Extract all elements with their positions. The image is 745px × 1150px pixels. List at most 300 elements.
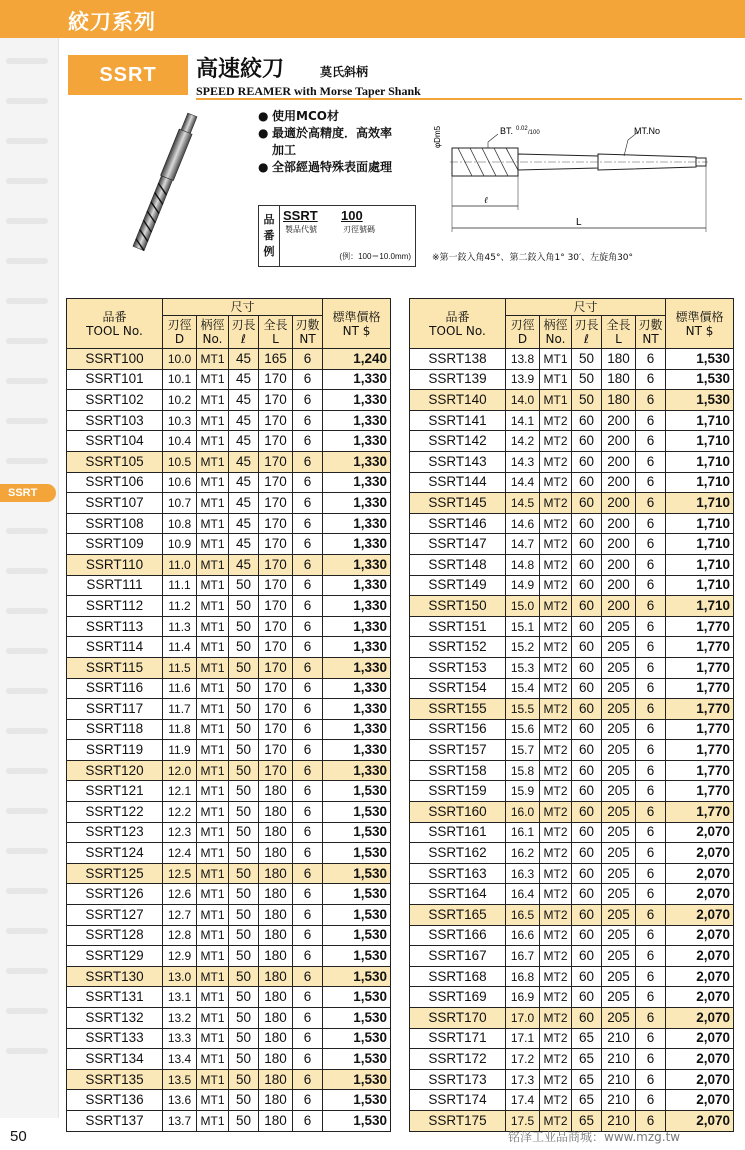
table-row — [67, 1028, 391, 1049]
cell-flute-length: 50 — [229, 905, 259, 926]
product-title: 高速絞刀 — [196, 57, 285, 82]
cell-shank: MT1 — [197, 822, 229, 843]
cell-shank: MT2 — [540, 431, 572, 452]
feature-list — [258, 108, 392, 176]
table-row — [67, 513, 391, 534]
table-row — [410, 513, 734, 534]
cell-flutes: 6 — [293, 699, 323, 720]
cell-flute-length: 60 — [572, 554, 602, 575]
cell-diameter: 10.4 — [163, 431, 197, 452]
cell-tool-no: SSRT117 — [67, 699, 163, 720]
table-row — [410, 451, 734, 472]
header-overall-length: 全長 L — [602, 316, 636, 349]
cell-tool-no: SSRT118 — [67, 719, 163, 740]
table-row — [67, 760, 391, 781]
example-code-caption: 製品代號 — [285, 225, 317, 234]
cell-flute-length: 45 — [229, 431, 259, 452]
cell-tool-no: SSRT162 — [410, 843, 506, 864]
cell-flutes: 6 — [636, 699, 666, 720]
cell-diameter: 13.0 — [163, 966, 197, 987]
cell-flute-length: 50 — [229, 719, 259, 740]
cell-flute-length: 45 — [229, 554, 259, 575]
label-char: 品 — [263, 213, 275, 226]
cell-flutes: 6 — [293, 1110, 323, 1131]
cell-overall-length: 200 — [602, 410, 636, 431]
cell-flutes: 6 — [636, 554, 666, 575]
table-row — [410, 369, 734, 390]
cell-diameter: 15.0 — [506, 596, 540, 617]
cell-overall-length: 205 — [602, 657, 636, 678]
cell-flutes: 6 — [636, 596, 666, 617]
cell-diameter: 10.1 — [163, 369, 197, 390]
cell-price: 1,530 — [666, 390, 734, 411]
table-row — [67, 946, 391, 967]
cell-shank: MT1 — [197, 946, 229, 967]
cell-flutes: 6 — [636, 905, 666, 926]
cell-flute-length: 60 — [572, 822, 602, 843]
code-example-box — [258, 205, 416, 267]
table-row — [410, 390, 734, 411]
table-row — [410, 925, 734, 946]
index-placeholder — [6, 218, 48, 224]
index-placeholder — [6, 178, 48, 184]
cell-price: 2,070 — [666, 1090, 734, 1111]
cell-shank: MT1 — [197, 781, 229, 802]
cell-tool-no: SSRT102 — [67, 390, 163, 411]
product-title-english: SPEED REAMER with Morse Taper Shank — [196, 84, 421, 98]
cell-price: 1,530 — [323, 946, 391, 967]
cell-flute-length: 50 — [229, 616, 259, 637]
cell-price: 1,710 — [666, 410, 734, 431]
cell-flutes: 6 — [636, 493, 666, 514]
cell-tool-no: SSRT137 — [67, 1110, 163, 1131]
header-flutes: 刃數 NT — [636, 316, 666, 349]
cell-diameter: 14.3 — [506, 451, 540, 472]
cell-flute-length: 50 — [229, 699, 259, 720]
cell-diameter: 15.3 — [506, 657, 540, 678]
cell-price: 1,710 — [666, 554, 734, 575]
cell-flute-length: 50 — [229, 884, 259, 905]
cell-tool-no: SSRT112 — [67, 596, 163, 617]
table-row — [67, 925, 391, 946]
cell-diameter: 14.5 — [506, 493, 540, 514]
table-row — [410, 863, 734, 884]
cell-diameter: 15.7 — [506, 740, 540, 761]
cell-flutes: 6 — [636, 431, 666, 452]
cell-diameter: 14.9 — [506, 575, 540, 596]
cell-overall-length: 180 — [602, 349, 636, 370]
table-row — [67, 390, 391, 411]
cell-overall-length: 180 — [259, 1090, 293, 1111]
cell-tool-no: SSRT116 — [67, 678, 163, 699]
cell-shank: MT1 — [197, 493, 229, 514]
cell-flutes: 6 — [636, 410, 666, 431]
cell-diameter: 13.7 — [163, 1110, 197, 1131]
cell-diameter: 10.2 — [163, 390, 197, 411]
cell-shank: MT1 — [197, 554, 229, 575]
cell-overall-length: 170 — [259, 431, 293, 452]
cell-overall-length: 170 — [259, 534, 293, 555]
cell-shank: MT1 — [197, 925, 229, 946]
cell-flutes: 6 — [636, 1110, 666, 1131]
cell-flute-length: 50 — [229, 637, 259, 658]
cell-diameter: 14.4 — [506, 472, 540, 493]
cell-overall-length: 205 — [602, 740, 636, 761]
cell-overall-length: 180 — [259, 987, 293, 1008]
cell-flutes: 6 — [293, 349, 323, 370]
cell-price: 1,770 — [666, 678, 734, 699]
cell-overall-length: 180 — [259, 781, 293, 802]
index-placeholder — [6, 568, 48, 574]
index-placeholder — [6, 848, 48, 854]
cell-flutes: 6 — [293, 966, 323, 987]
cell-tool-no: SSRT113 — [67, 616, 163, 637]
table-row — [67, 534, 391, 555]
cell-flute-length: 50 — [229, 863, 259, 884]
cell-diameter: 15.8 — [506, 760, 540, 781]
cell-flute-length: 60 — [572, 740, 602, 761]
cell-flutes: 6 — [293, 369, 323, 390]
table-row — [410, 1008, 734, 1029]
cell-shank: MT1 — [197, 863, 229, 884]
cell-diameter: 11.7 — [163, 699, 197, 720]
cell-tool-no: SSRT128 — [67, 925, 163, 946]
cell-price: 2,070 — [666, 863, 734, 884]
cell-overall-length: 205 — [602, 678, 636, 699]
table-row — [67, 884, 391, 905]
cell-flute-length: 50 — [229, 822, 259, 843]
cell-shank: MT1 — [197, 678, 229, 699]
index-placeholder — [6, 888, 48, 894]
cell-diameter: 13.5 — [163, 1069, 197, 1090]
cell-overall-length: 180 — [259, 925, 293, 946]
cell-diameter: 10.7 — [163, 493, 197, 514]
cell-flute-length: 65 — [572, 1090, 602, 1111]
cell-shank: MT2 — [540, 1028, 572, 1049]
cell-diameter: 15.2 — [506, 637, 540, 658]
cell-shank: MT1 — [197, 966, 229, 987]
cell-diameter: 12.7 — [163, 905, 197, 926]
cell-shank: MT1 — [197, 1028, 229, 1049]
cell-flutes: 6 — [293, 472, 323, 493]
cell-flute-length: 60 — [572, 513, 602, 534]
cell-overall-length: 180 — [259, 802, 293, 823]
cell-price: 1,330 — [323, 740, 391, 761]
cell-flute-length: 60 — [572, 966, 602, 987]
cell-price: 1,530 — [323, 822, 391, 843]
cell-flutes: 6 — [293, 616, 323, 637]
cell-flute-length: 60 — [572, 637, 602, 658]
cell-shank: MT1 — [197, 905, 229, 926]
index-placeholder — [6, 648, 48, 654]
cell-tool-no: SSRT124 — [67, 843, 163, 864]
cell-flutes: 6 — [636, 657, 666, 678]
section-title: 絞刀系列 — [68, 11, 156, 34]
technical-drawing — [428, 110, 718, 240]
cell-shank: MT1 — [197, 802, 229, 823]
cell-tool-no: SSRT157 — [410, 740, 506, 761]
cell-price: 1,330 — [323, 369, 391, 390]
cell-diameter: 17.2 — [506, 1049, 540, 1070]
header-size: 尺寸 — [506, 299, 666, 316]
cell-price: 1,330 — [323, 534, 391, 555]
table-row — [410, 575, 734, 596]
cell-tool-no: SSRT103 — [67, 410, 163, 431]
cell-flute-length: 50 — [229, 925, 259, 946]
side-tab-ssrt[interactable]: SSRT — [0, 484, 56, 502]
cell-diameter: 16.9 — [506, 987, 540, 1008]
cell-shank: MT1 — [540, 390, 572, 411]
cell-flutes: 6 — [293, 637, 323, 658]
cell-shank: MT2 — [540, 472, 572, 493]
cell-price: 1,710 — [666, 575, 734, 596]
cell-overall-length: 205 — [602, 760, 636, 781]
cell-overall-length: 180 — [259, 1049, 293, 1070]
table-row — [67, 1008, 391, 1029]
index-placeholder — [6, 688, 48, 694]
cell-overall-length: 205 — [602, 843, 636, 864]
cell-tool-no: SSRT165 — [410, 905, 506, 926]
cell-shank: MT1 — [197, 513, 229, 534]
cell-diameter: 15.5 — [506, 699, 540, 720]
cell-diameter: 10.0 — [163, 349, 197, 370]
cell-diameter: 12.2 — [163, 802, 197, 823]
cell-flutes: 6 — [636, 1090, 666, 1111]
cell-tool-no: SSRT111 — [67, 575, 163, 596]
mt-label: MT.No — [634, 126, 661, 136]
cutting-angle-note: ※第一鉸入角45°、第二鉸入角1° 30′、左旋角30° — [432, 253, 634, 263]
cell-flutes: 6 — [293, 1090, 323, 1111]
cell-diameter: 15.4 — [506, 678, 540, 699]
cell-flutes: 6 — [293, 740, 323, 761]
cell-shank: MT2 — [540, 699, 572, 720]
cell-flute-length: 60 — [572, 657, 602, 678]
price-table-right — [409, 298, 734, 1132]
cell-flutes: 6 — [636, 740, 666, 761]
cell-diameter: 13.4 — [163, 1049, 197, 1070]
cell-flutes: 6 — [636, 863, 666, 884]
cell-flute-length: 50 — [229, 987, 259, 1008]
cell-price: 1,710 — [666, 534, 734, 555]
cell-price: 1,770 — [666, 637, 734, 658]
cell-tool-no: SSRT110 — [67, 554, 163, 575]
cell-flute-length: 50 — [229, 1008, 259, 1029]
cell-flutes: 6 — [636, 966, 666, 987]
cell-overall-length: 170 — [259, 760, 293, 781]
cell-price: 1,530 — [323, 843, 391, 864]
cell-price: 2,070 — [666, 1069, 734, 1090]
cell-shank: MT2 — [540, 843, 572, 864]
cell-flute-length: 45 — [229, 390, 259, 411]
cell-tool-no: SSRT159 — [410, 781, 506, 802]
table-row — [410, 657, 734, 678]
cell-flute-length: 50 — [229, 781, 259, 802]
cell-shank: MT1 — [197, 596, 229, 617]
table-row — [67, 966, 391, 987]
cell-flutes: 6 — [636, 946, 666, 967]
cell-flute-length: 45 — [229, 513, 259, 534]
cell-overall-length: 170 — [259, 596, 293, 617]
cell-tool-no: SSRT115 — [67, 657, 163, 678]
cell-diameter: 17.0 — [506, 1008, 540, 1029]
cell-tool-no: SSRT140 — [410, 390, 506, 411]
cell-flute-length: 60 — [572, 699, 602, 720]
table-row — [67, 843, 391, 864]
cell-price: 1,530 — [323, 905, 391, 926]
table-row — [410, 884, 734, 905]
cell-diameter: 14.7 — [506, 534, 540, 555]
cell-diameter: 16.3 — [506, 863, 540, 884]
cell-price: 1,330 — [323, 431, 391, 452]
cell-tool-no: SSRT101 — [67, 369, 163, 390]
cell-flute-length: 60 — [572, 946, 602, 967]
cell-shank: MT1 — [197, 637, 229, 658]
table-row — [67, 802, 391, 823]
cell-flute-length: 60 — [572, 802, 602, 823]
cell-tool-no: SSRT164 — [410, 884, 506, 905]
cell-overall-length: 170 — [259, 637, 293, 658]
cell-overall-length: 170 — [259, 410, 293, 431]
cell-diameter: 16.8 — [506, 966, 540, 987]
table-row — [67, 431, 391, 452]
cell-shank: MT2 — [540, 657, 572, 678]
table-row — [410, 719, 734, 740]
table-row — [410, 534, 734, 555]
example-note: (例：100＝10.0mm) — [339, 252, 411, 261]
cell-flutes: 6 — [293, 1069, 323, 1090]
cell-tool-no: SSRT147 — [410, 534, 506, 555]
cell-overall-length: 170 — [259, 740, 293, 761]
cell-tool-no: SSRT126 — [67, 884, 163, 905]
cell-flute-length: 60 — [572, 678, 602, 699]
cell-overall-length: 205 — [602, 719, 636, 740]
cell-flutes: 6 — [636, 925, 666, 946]
header-flute-length: 刃長 ℓ — [572, 316, 602, 349]
cell-overall-length: 170 — [259, 472, 293, 493]
cell-shank: MT2 — [540, 781, 572, 802]
cell-shank: MT2 — [540, 678, 572, 699]
cell-shank: MT1 — [197, 390, 229, 411]
cell-flutes: 6 — [636, 678, 666, 699]
cell-flutes: 6 — [636, 843, 666, 864]
cell-diameter: 17.5 — [506, 1110, 540, 1131]
cell-shank: MT2 — [540, 554, 572, 575]
section-header-bar — [0, 0, 745, 38]
cell-shank: MT2 — [540, 616, 572, 637]
cell-overall-length: 205 — [602, 699, 636, 720]
cell-diameter: 15.1 — [506, 616, 540, 637]
cell-flute-length: 60 — [572, 431, 602, 452]
cell-diameter: 14.8 — [506, 554, 540, 575]
table-row — [410, 1069, 734, 1090]
cell-overall-length: 200 — [602, 451, 636, 472]
cell-overall-length: 205 — [602, 1008, 636, 1029]
cell-diameter: 16.1 — [506, 822, 540, 843]
cell-shank: MT2 — [540, 740, 572, 761]
cell-diameter: 10.8 — [163, 513, 197, 534]
cell-flute-length: 50 — [229, 760, 259, 781]
cell-diameter: 11.4 — [163, 637, 197, 658]
example-code: SSRT — [283, 208, 318, 223]
cell-diameter: 10.6 — [163, 472, 197, 493]
cell-flutes: 6 — [293, 822, 323, 843]
cell-shank: MT2 — [540, 946, 572, 967]
cell-overall-length: 210 — [602, 1110, 636, 1131]
cell-flute-length: 45 — [229, 410, 259, 431]
cell-flutes: 6 — [293, 534, 323, 555]
cell-shank: MT2 — [540, 493, 572, 514]
bullet-icon: ● — [258, 109, 269, 123]
cell-price: 1,770 — [666, 657, 734, 678]
cell-tool-no: SSRT119 — [67, 740, 163, 761]
cell-flutes: 6 — [636, 802, 666, 823]
footer-site: 铭泽工业品商城：www.mzg.tw — [508, 1130, 681, 1144]
table-row — [410, 946, 734, 967]
product-subtitle: 莫氏斜柄 — [320, 65, 369, 79]
cell-price: 1,530 — [323, 966, 391, 987]
cell-shank: MT1 — [197, 1008, 229, 1029]
cell-overall-length: 180 — [259, 905, 293, 926]
header-flutes: 刃數 NT — [293, 316, 323, 349]
cell-tool-no: SSRT149 — [410, 575, 506, 596]
cell-diameter: 16.6 — [506, 925, 540, 946]
header-diameter: 刃徑 D — [163, 316, 197, 349]
cell-diameter: 13.9 — [506, 369, 540, 390]
cell-diameter: 12.4 — [163, 843, 197, 864]
table-row — [67, 410, 391, 431]
feature-item: 全部經過特殊表面處理 — [272, 160, 393, 174]
table-row — [67, 822, 391, 843]
cell-price: 1,530 — [323, 1090, 391, 1111]
header-price: 標準價格 NT $ — [666, 299, 734, 349]
cell-overall-length: 180 — [259, 822, 293, 843]
cell-price: 1,330 — [323, 410, 391, 431]
cell-price: 1,330 — [323, 472, 391, 493]
cell-tool-no: SSRT143 — [410, 451, 506, 472]
cell-flute-length: 50 — [229, 740, 259, 761]
cell-price: 1,330 — [323, 678, 391, 699]
cell-tool-no: SSRT158 — [410, 760, 506, 781]
index-placeholder — [6, 418, 48, 424]
table-row — [67, 472, 391, 493]
cell-tool-no: SSRT105 — [67, 451, 163, 472]
cell-overall-length: 170 — [259, 699, 293, 720]
cell-shank: MT2 — [540, 1110, 572, 1131]
cell-tool-no: SSRT136 — [67, 1090, 163, 1111]
cell-shank: MT2 — [540, 719, 572, 740]
product-code-badge: SSRT — [68, 55, 188, 95]
cell-tool-no: SSRT163 — [410, 863, 506, 884]
cell-diameter: 12.1 — [163, 781, 197, 802]
cell-flute-length: 60 — [572, 1008, 602, 1029]
cell-diameter: 12.6 — [163, 884, 197, 905]
cell-tool-no: SSRT150 — [410, 596, 506, 617]
cell-tool-no: SSRT120 — [67, 760, 163, 781]
cell-shank: MT2 — [540, 1069, 572, 1090]
table-row — [67, 554, 391, 575]
cell-flute-length: 60 — [572, 451, 602, 472]
cell-overall-length: 170 — [259, 575, 293, 596]
cell-shank: MT1 — [197, 1110, 229, 1131]
cell-shank: MT2 — [540, 1049, 572, 1070]
index-placeholder — [6, 98, 48, 104]
cell-flutes: 6 — [293, 905, 323, 926]
cell-price: 1,710 — [666, 596, 734, 617]
cell-shank: MT2 — [540, 451, 572, 472]
table-row — [410, 987, 734, 1008]
cell-overall-length: 180 — [602, 390, 636, 411]
cell-flutes: 6 — [293, 431, 323, 452]
